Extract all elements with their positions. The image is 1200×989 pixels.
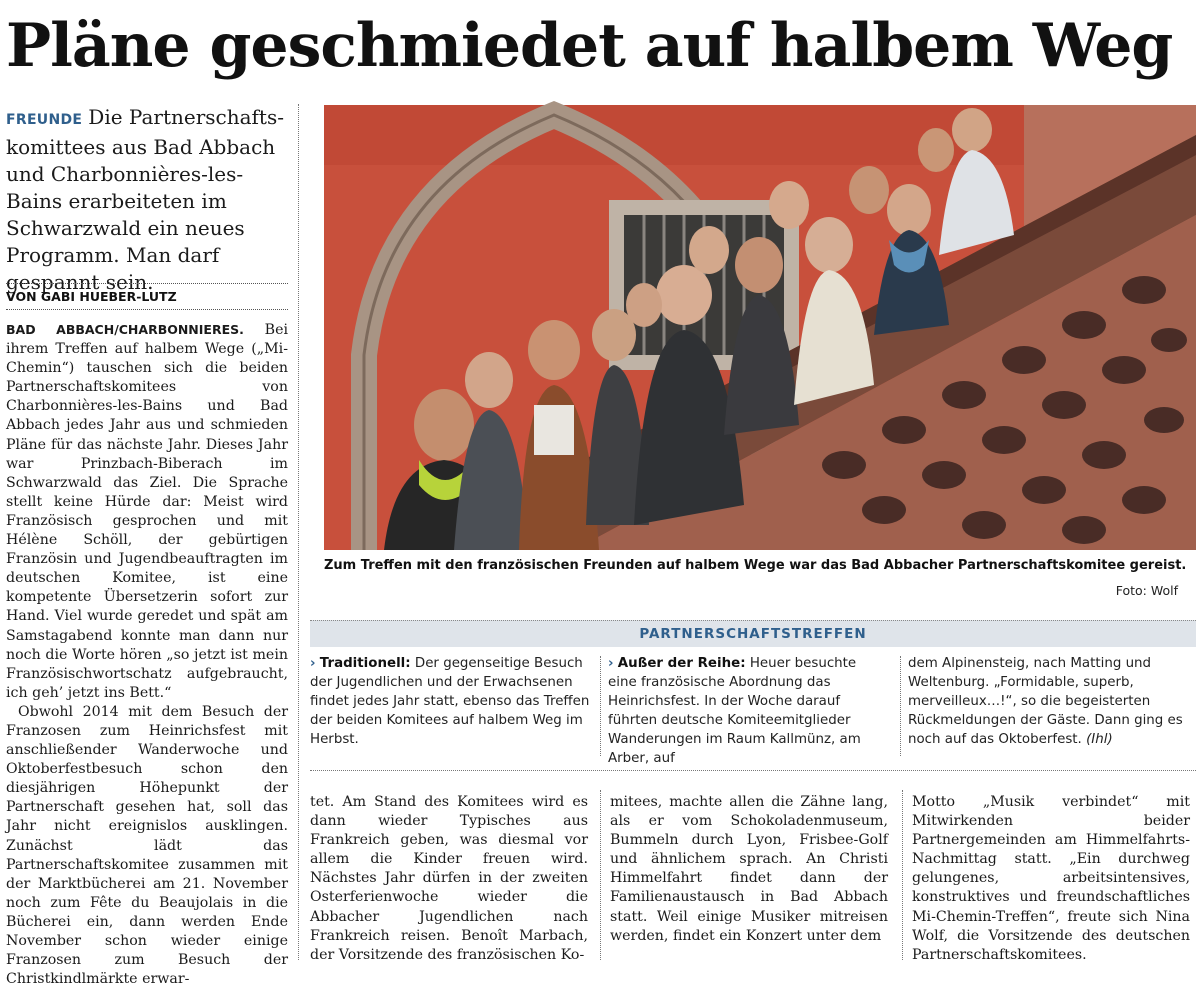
dateline: BAD ABBACH/CHARBONNIERES. — [6, 322, 244, 337]
article-column-2: tet. Am Stand des Komitees wird es dann wieder Typisches aus Frankreich geben, was diesmal vor allem die Kinder freuen wird. Nächstes Jahr dürfen in der zweiten Osterferienwoche wieder die Abbacher Jugendlichen nach Frankreich reisen. Benoît Marbach, der Vorsitzende des französischen Ko- — [310, 794, 588, 963]
group-photo — [324, 105, 1196, 550]
infobox-item-continued — [908, 654, 1188, 749]
lead-text: Die Partnerschaftskomittees aus Bad Abbach und Charbonnières-les-Bains erarbeiteten im Schwarzwald ein neues Programm. Man darf gespannt sein. — [6, 105, 285, 294]
infobox-item-traditionell — [310, 654, 590, 749]
infobox-bottom-divider — [310, 770, 1196, 771]
infobox-item-text: Heuer besuchte eine französische Abordnung das Heinrichsfest. In der Woche darauf führten deutsche Komiteemitglieder Wanderungen im Raum Kallmünz, am Arber, auf — [608, 656, 861, 766]
paragraph-2: Obwohl 2014 mit dem Besuch der Franzosen zum Heinrichsfest mit anschließender Wanderwoche und Oktoberfestbesuch schon den diesjährigen Höhepunkt der Partnerschaft gesehen hat, soll das Jahr nicht ereignislos ausklingen. Zunächst lädt das Partnerschaftskomitee zusammen mit der Marktbücherei am 21. November noch zum Fête du Beaujolais in die Bücherei ein, dann werden Ende November schon wieder einige Franzosen zum Besuch der Christkindlmärkte erwar- — [6, 703, 288, 988]
arrow-right-icon: › — [310, 656, 316, 671]
infobox-divider — [600, 656, 601, 756]
article-column-3: mitees, machte allen die Zähne lang, als er vom Schokoladenmuseum, Bummeln durch Lyon, Frisbee-Golf und ähnlichem sprach. An Christi Himmelfahrt findet dann der Familienaustausch in Bad Abbach statt. Weil einige Musiker mitreisen werden, findet ein Konzert unter dem — [610, 794, 888, 944]
article-column-4: Motto „Musik verbindet“ mit Mitwirkenden beider Partnergemeinden am Himmelfahrts-Nachmittag statt. „Ein durchweg gelungenes, arbeitsintensives, konstruktives und freundschaftliches Mi-Chemin-Treffen“, freute sich Nina Wolf, die Vorsitzende des deutschen Partnerschaftskomitees. — [912, 794, 1190, 963]
headline: Pläne geschmiedet auf halbem Weg — [6, 11, 1173, 81]
photo-illustration — [324, 105, 1196, 550]
infobox-item-label: Außer der Reihe: — [617, 656, 746, 671]
column-divider — [298, 104, 299, 960]
byline-divider-bottom — [6, 309, 288, 310]
photo-credit: Foto: Wolf — [1115, 583, 1178, 598]
infobox-divider — [900, 656, 901, 756]
infobox-item-label: Traditionell: — [319, 656, 411, 671]
infobox-item-text: Der gegenseitige Besuch der Jugendlichen und der Erwachsenen findet jedes Jahr statt, ebenso das Treffen der beiden Komitees auf halbem Weg im Herbst. — [310, 656, 590, 747]
paragraph-1 — [6, 320, 288, 703]
arrow-right-icon: › — [608, 656, 614, 671]
byline: VON GABI HUEBER-LUTZ — [6, 289, 177, 304]
infobox-item-text: dem Alpinensteig, nach Matting und Weltenburg. „Formidable, superb, merveilleux…!“, so die begeisterten Rückmeldungen der Gäste. Dann ging es noch auf das Oktoberfest. — [908, 656, 1183, 747]
kicker: FREUNDE — [6, 112, 83, 128]
column-divider — [902, 790, 903, 960]
infobox-item-ausser-der-reihe — [608, 654, 888, 768]
column-divider — [600, 790, 601, 960]
byline-divider — [6, 283, 288, 284]
photo-caption: Zum Treffen mit den französischen Freunden auf halbem Wege war das Bad Abbacher Partnerschaftskomitee gereist. — [324, 558, 1187, 573]
lead-paragraph — [6, 104, 288, 296]
infobox-header — [310, 620, 1196, 647]
paragraph-1-text: Bei ihrem Treffen auf halbem Wege („Mi-Chemin“) tauschen sich die beiden Partnerschaftskomitees von Charbonnières-les-Bains und Bad Abbach jedes Jahr aus und schmieden Pläne für das nächste Jahr. Dieses Jahr war Prinzbach-Biberach im Schwarzwald das Ziel. Die Sprache stellt keine Hürde dar: Meist wird Französisch gesprochen und mit Hélène Schöll, der gebürtigen Französin und Jugendbeauftragten im deutschen Komitee, ist eine kompetente Übersetzerin sofort zur Hand. Viel wurde geredet und spät am Samstagabend konnte man dann nur noch die Worte hören „so jetzt ist mein Französischwortschatz aufgebraucht, ich geh’ jetzt ins Bett.“ — [6, 322, 289, 701]
article-column-1 — [6, 320, 289, 988]
author-sign: (Ihl) — [1086, 732, 1113, 747]
infobox-title: PARTNERSCHAFTSTREFFEN — [639, 626, 867, 642]
